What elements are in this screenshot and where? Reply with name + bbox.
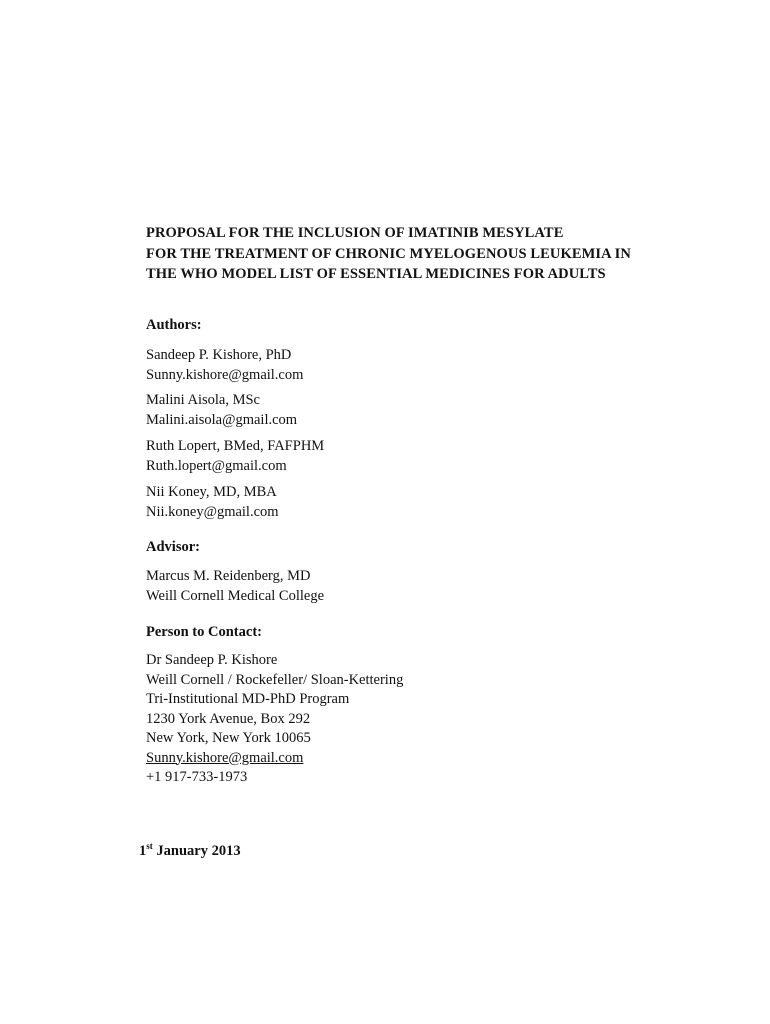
advisor-entry	[146, 566, 706, 606]
contact-entry	[146, 651, 706, 788]
author-email: Malini.aisola@gmail.com	[146, 412, 298, 428]
date-month-year: January 2013	[152, 843, 241, 859]
contact-address-line-2: New York, New York 10065	[146, 730, 311, 746]
document-title	[146, 223, 736, 285]
date-ordinal-suffix: st	[146, 841, 153, 851]
author-name: Ruth Lopert, BMed, FAFPHM	[146, 438, 325, 454]
author-entry	[146, 482, 706, 522]
author-entry	[146, 390, 706, 430]
author-email: Ruth.lopert@gmail.com	[146, 458, 287, 474]
author-email: Sunny.kishore@gmail.com	[146, 367, 304, 383]
author-entry	[146, 436, 706, 476]
contact-email-link[interactable]: Sunny.kishore@gmail.com	[146, 749, 304, 766]
contact-phone: +1 917-733-1973	[146, 769, 248, 785]
author-entry	[146, 345, 706, 385]
advisor-heading: Advisor:	[146, 539, 200, 555]
author-email: Nii.koney@gmail.com	[146, 504, 279, 520]
contact-institution: Weill Cornell / Rockefeller/ Sloan-Kettering	[146, 671, 404, 688]
contact-heading: Person to Contact:	[146, 624, 262, 640]
author-name: Nii Koney, MD, MBA	[146, 484, 277, 500]
advisor-section-heading	[146, 539, 706, 556]
authors-section-heading	[146, 317, 706, 334]
document-date	[139, 843, 241, 860]
authors-heading: Authors:	[146, 317, 202, 333]
contact-section-heading	[146, 624, 706, 641]
title-line-2: FOR THE TREATMENT OF CHRONIC MYELOGENOUS LEUKEMIA IN	[146, 245, 631, 262]
date-day: 1	[139, 843, 147, 859]
contact-address-line-1: 1230 York Avenue, Box 292	[146, 710, 311, 727]
title-line-1: PROPOSAL FOR THE INCLUSION OF IMATINIB MESYLATE	[146, 225, 564, 241]
contact-program: Tri-Institutional MD-PhD Program	[146, 691, 350, 707]
author-name: Sandeep P. Kishore, PhD	[146, 347, 292, 363]
advisor-affiliation: Weill Cornell Medical College	[146, 588, 325, 604]
author-name: Malini Aisola, MSc	[146, 392, 260, 408]
advisor-name: Marcus M. Reidenberg, MD	[146, 568, 311, 584]
contact-name: Dr Sandeep P. Kishore	[146, 652, 278, 668]
title-line-3: THE WHO MODEL LIST OF ESSENTIAL MEDICINES FOR ADULTS	[146, 266, 606, 282]
